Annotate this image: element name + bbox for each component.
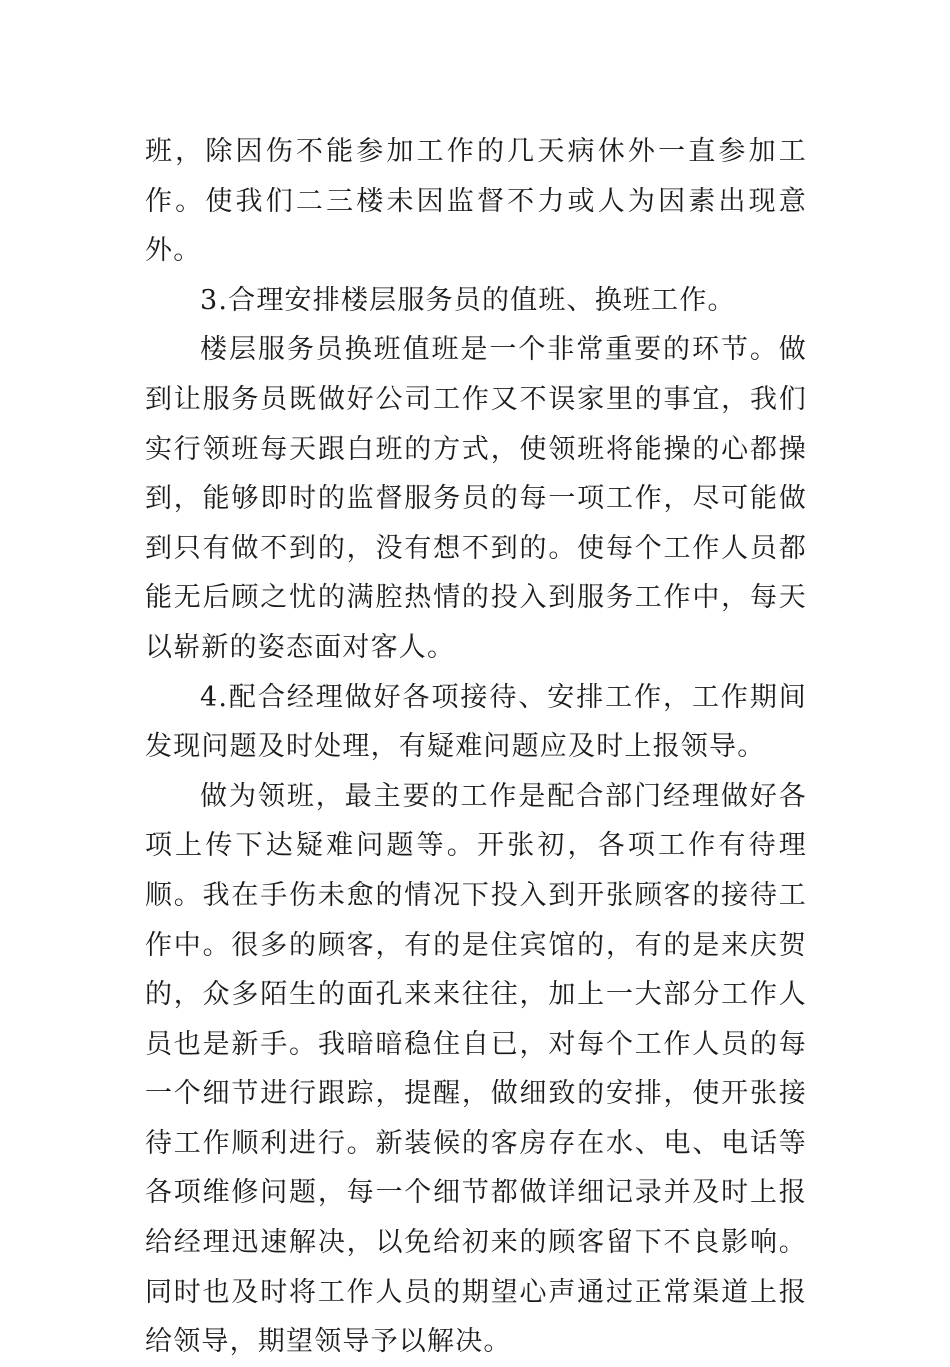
paragraph-supervisor-duties: 做为领班，最主要的工作是配合部门经理做好各项上传下达疑难问题等。开张初，各项工作有待理顺。我在手伤未愈的情况下投入到开张顾客的接待工作中。很多的顾客，有的是住宾馆的，有的是来庆贺的，众多陌生的面孔来来往往，加上一大部分工作人员也是新手。我暗暗稳住自已，对每个工作人员的每一个细节进行跟踪，提醒，做细致的安排，使开张接待工作顺利进行。新装候的客房存在水、电、电话等各项维修问题，每一个细节都做详细记录并及时上报给经理迅速解决，以免给初来的顾客留下不良影响。同时也及时将工作人员的期望心声通过正常渠道上报给领导，期望领导予以解决。	[145, 780, 807, 1358]
section-heading-3: 3.合理安排楼层服务员的值班、换班工作。	[200, 284, 736, 316]
document-body	[145, 127, 807, 1367]
paragraph-continuation: 班，除因伤不能参加工作的几天病休外一直参加工作。使我们二三楼未因监督不力或人为因素出现意外。	[145, 136, 807, 267]
section-heading-4: 4.配合经理做好各项接待、安排工作，工作期间发现问题及时处理，有疑难问题应及时上报领导。	[145, 681, 807, 763]
paragraph-shift-scheduling: 楼层服务员换班值班是一个非常重要的环节。做到让服务员既做好公司工作又不误家里的事宜，我们实行领班每天跟白班的方式，使领班将能操的心都操到，能够即时的监督服务员的每一项工作，尽可能做到只有做不到的，没有想不到的。使每个工作人员都能无后顾之忧的满腔热情的投入到服务工作中，每天以崭新的姿态面对客人。	[145, 334, 807, 663]
